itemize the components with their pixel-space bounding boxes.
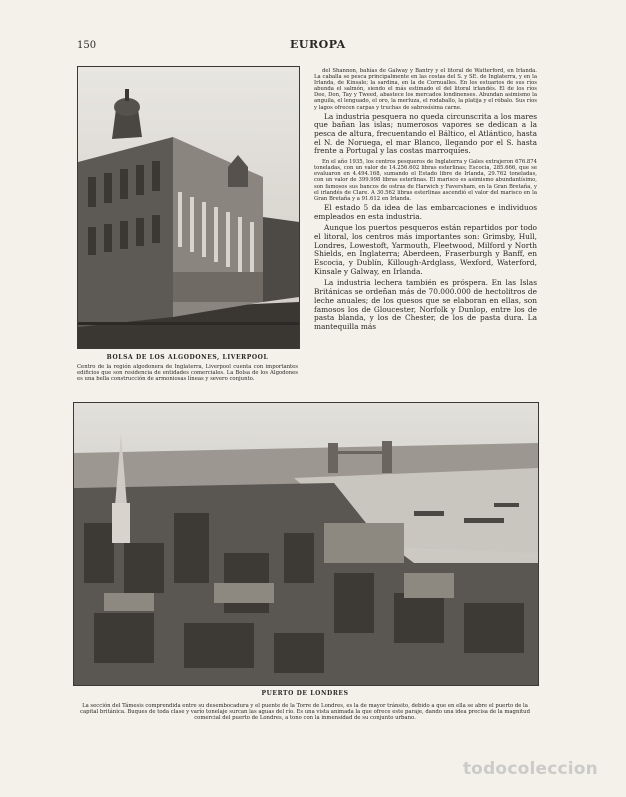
paragraph-deep-sea-fishing: La industria pesquera no queda circunscrita a los mares que bañan las islas; numerosos vapores se dedican a la pesca de altura, frecuentando el Báltico, el Atlántico, hasta el N. de Noruega, el mar Blanco, llegando por el S. hasta frente a Portugal y las costas marroquíes. [314, 111, 537, 156]
liverpool-cotton-exchange-photo [77, 66, 300, 349]
watermark: todocoleccion [462, 759, 598, 779]
article-column [314, 68, 537, 335]
paragraph-fish-species: del Shannon, bahías de Galway y Bantry y el litoral de Watterford, en Irlanda. La caballa se pesca principalmente en las costas del S. y SE. de Inglaterra, y en la Irlanda, de Kinsale; la sardina, en la de Cornualles. En los estuarios de sus ríos abunda el salmón, siendo el más estimado el del litoral irlandés. El de los ríos Dee, Don, Tay y Tweed, abastece los mercados londinenses. Abundan asimismo la anguila, el lenguado, el oro, la merluza, el rodaballo, la platija y el róbalo. Sus ríos y lagos ofrecen carpas y truchas de sabrosísima carne. [314, 68, 537, 111]
photo2-caption-title: PUERTO DE LONDRES [261, 690, 349, 697]
paragraph-boats: El estado 5 da idea de las embarcaciones e individuos empleados en esta industria. [314, 202, 537, 221]
london-port-photo [73, 402, 539, 686]
photo2-caption-text: La sección del Támesis comprendida entre su desembocadura y el puente de la Torre de Londres, es la de mayor tránsito, debido a que en ella se abre el puerto de la capital británica. Buques de toda clase y varío tonelaje surcan las aguas del río. Es una vista animada la que ofrece este paraje, dando una idea precisa de la magnitud comercial del puerto de Londres, a tono con la inmensidad de su conjunto urbano. [80, 703, 530, 722]
photo1-caption-text: Centro de la región algodonera de Inglaterra, Liverpool cuenta con importantes edificios que son residencia de entidades comerciales. La Bolsa de los Algodones es una bella construcción de armoniosas líneas y severo conjunto. [77, 364, 298, 383]
paragraph-fishing-ports: Aunque los puertos pesqueros están repartidos por todo el litoral, los centros más importantes son: Grimsby, Hull, Londres, Lowestoft, Yarmouth, Fleetwood, Milford y North Shields, en Inglaterra; Aberdeen, Fraserburgh y Banff, en Escocia, y Dublín, Killough-Ardglass, Wexford, Waterford, Kinsale y Galway, en Irlanda. [314, 223, 537, 276]
photo1-caption-title: BOLSA DE LOS ALGODONES, LIVERPOOL [106, 354, 269, 361]
paragraph-fishing-statistics: En el año 1935, los centros pesqueros de Inglaterra y Gales extrajeron 676.874 toneladas, con un valor de 14.256.602 libras esterlinas; Escocia, 285.666, que se evaluaron en 4.494.168, sumando el Estado libre de Irlanda, 29.762 toneladas, con un valor de 399.998 libras esterlinas. El marisco es asimismo abundantísimo, son famosos sus bancos de ostras de Harwich y Faversham, en la Gran Bretaña, y el irlandés de Clare. A 30.562 libras esterlinas ascendió el valor del marisco en la Gran Bretaña y a 91.612 en Irlanda. [314, 159, 537, 202]
paragraph-dairy: La industria lechera también es próspera. En las Islas Británicas se ordeñan más de 70.000.000 de hectolitros de leche anuales; de los quesos que se elaboran en ellas, son famosos los de Gloucester, Norfolk y Dunlop, entre los de pasta blanda, y los de Chester, de los de pasta dura. La mantequilla más [314, 278, 537, 331]
page-number: 150 [77, 40, 97, 51]
section-title: EUROPA [290, 38, 346, 51]
